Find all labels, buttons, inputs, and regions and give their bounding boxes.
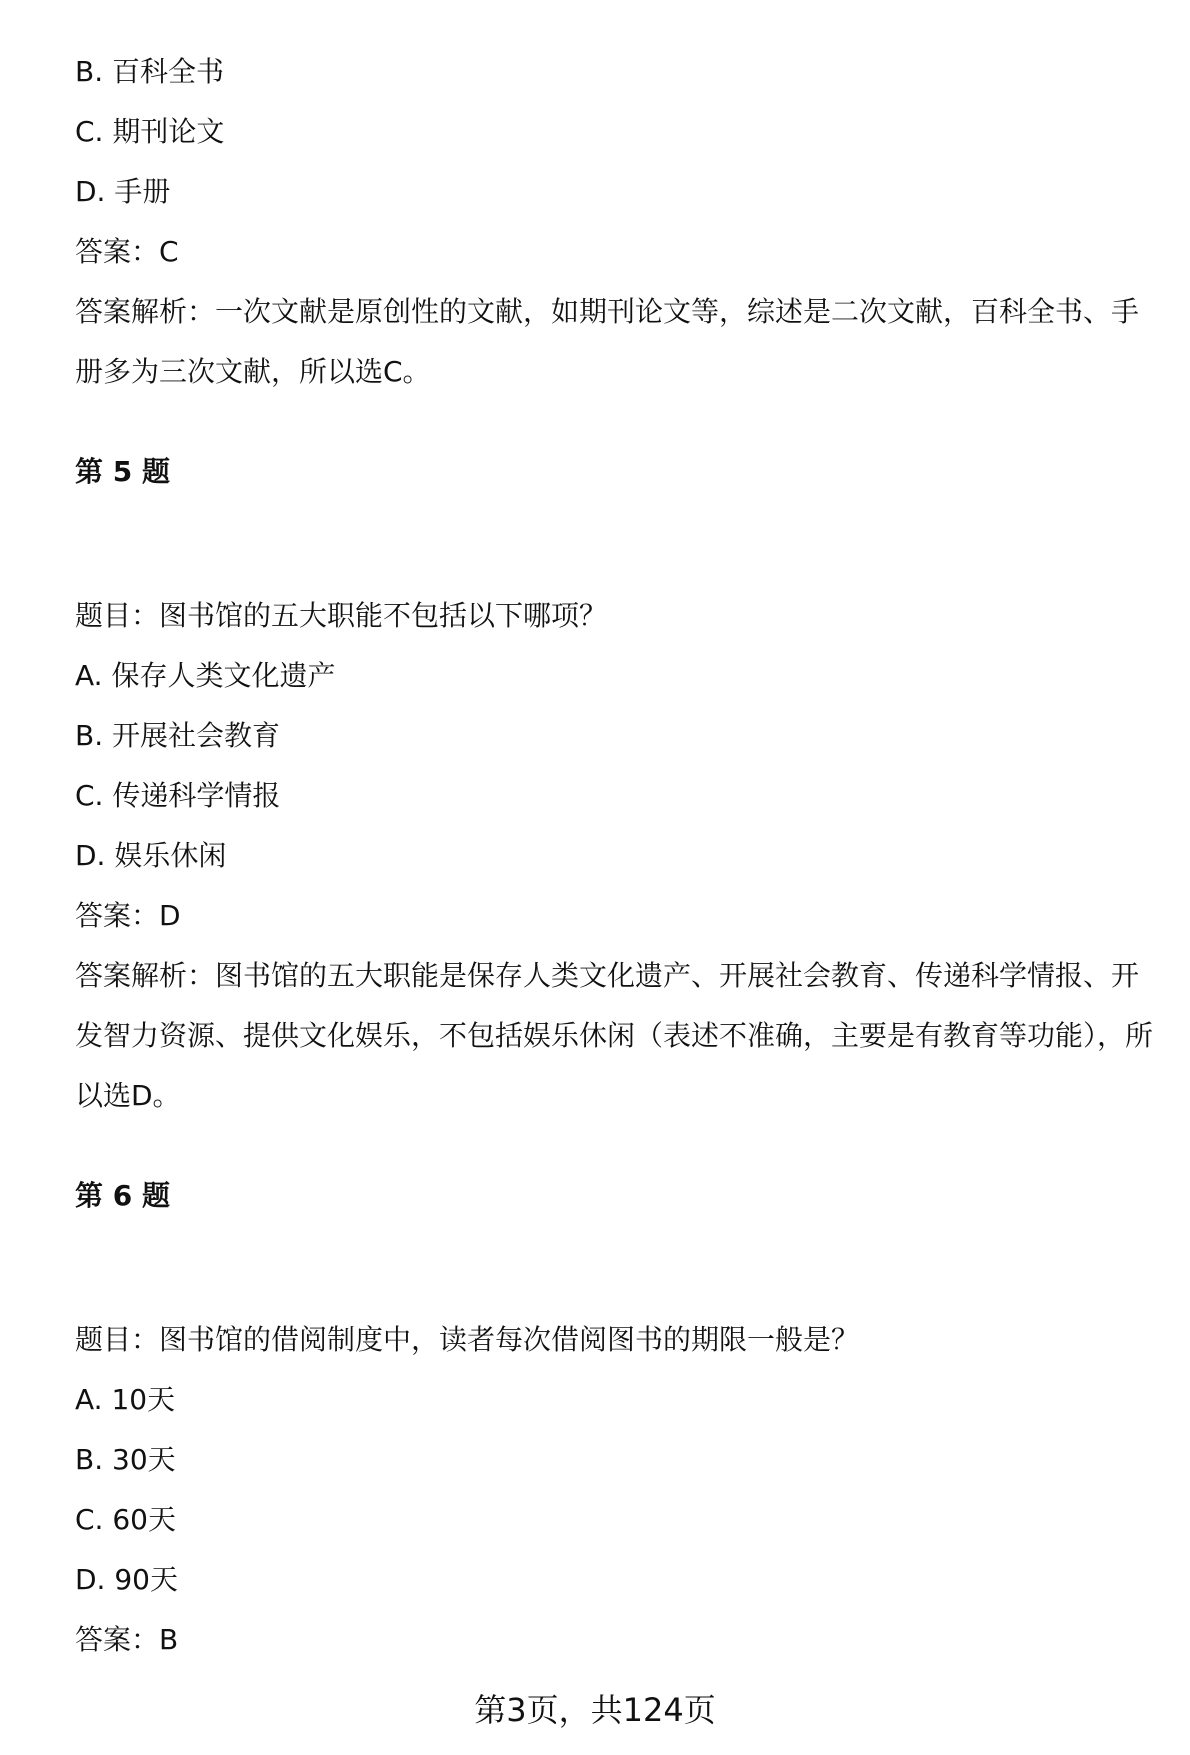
page-indicator: 第3页，共124页: [474, 1691, 716, 1729]
q5-analysis: 答案解析：图书馆的五大职能是保存人类文化遗产、开展社会教育、传递科学情报、开发智力资源、提供文化娱乐，不包括娱乐休闲（表述不准确，主要是有教育等功能），所以选D。: [75, 959, 1154, 1112]
q4-analysis: 答案解析：一次文献是原创性的文献，如期刊论文等，综述是二次文献，百科全书、手册多为三次文献，所以选C。: [75, 295, 1140, 388]
q4-option-c: C. 期刊论文: [75, 115, 225, 148]
q4-answer: 答案：C: [75, 235, 179, 268]
q4-option-b: B. 百科全书: [75, 55, 225, 88]
q4-option-d: D. 手册: [75, 175, 171, 208]
q5-question: 题目：图书馆的五大职能不包括以下哪项？: [75, 599, 608, 632]
q6-question: 题目：图书馆的借阅制度中，读者每次借阅图书的期限一般是？: [75, 1323, 860, 1356]
q6-option-d: D. 90天: [75, 1563, 178, 1596]
q6-option-b: B. 30天: [75, 1443, 176, 1476]
q5-option-a: A. 保存人类文化遗产: [75, 659, 336, 692]
q6-answer: 答案：B: [75, 1623, 179, 1656]
q6-heading: 第 6 题: [75, 1179, 170, 1212]
q5-option-c: C. 传递科学情报: [75, 779, 281, 812]
q5-answer: 答案：D: [75, 899, 181, 932]
q5-option-d: D. 娱乐休闲: [75, 839, 227, 872]
q6-option-a: A. 10天: [75, 1383, 176, 1416]
page-content: [75, 42, 1165, 1670]
q5-option-b: B. 开展社会教育: [75, 719, 281, 752]
q6-option-c: C. 60天: [75, 1503, 176, 1536]
q5-heading: 第 5 题: [75, 455, 170, 488]
